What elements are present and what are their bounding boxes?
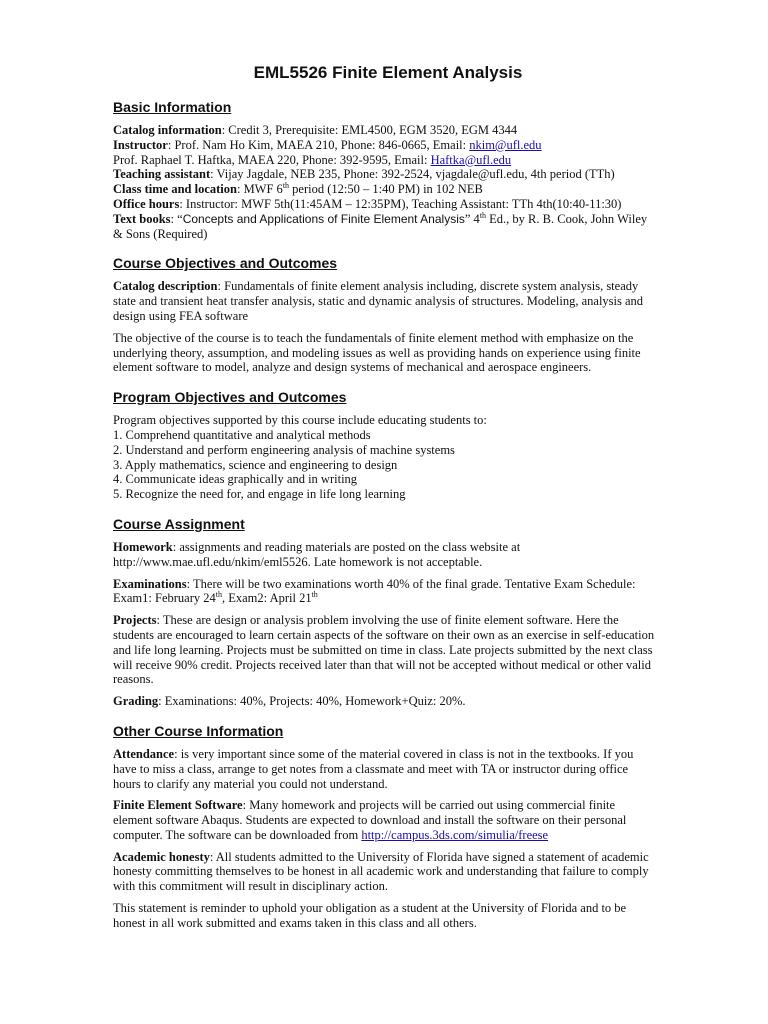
program-objectives-section xyxy=(113,388,657,502)
attendance-label: Attendance xyxy=(113,746,175,761)
program-objectives-intro: Program objectives supported by this course include educating students to: xyxy=(113,413,487,428)
attendance-text: : is very important since some of the material covered in class is not in the textbooks. If you have to miss a class, arrange to get notes from a classmate and meet with TA or instructor during office hours to clarify any material you could not understand. xyxy=(113,746,634,791)
list-item: 5. Recognize the need for, and engage in life long learning xyxy=(113,487,406,502)
class-time-line xyxy=(113,182,657,197)
text-books-line xyxy=(113,212,657,242)
program-objectives-heading: Program Objectives and Outcomes xyxy=(113,389,347,406)
office-hours-text: : Instructor: MWF 5th(11:45AM – 12:35PM), Teaching Assistant: TTh 4th(10:40-11:30) xyxy=(179,196,622,211)
examinations-text-b: , Exam2: April 21 xyxy=(222,591,312,606)
instructor-line xyxy=(113,138,657,153)
homework-paragraph xyxy=(113,540,657,570)
homework-label: Homework xyxy=(113,539,173,554)
page-title: EML5526 Finite Element Analysis xyxy=(253,63,523,82)
course-assignment-section xyxy=(113,515,657,709)
text-books-mid: ” 4 xyxy=(464,211,480,226)
text-books-pre: : “ xyxy=(170,211,183,226)
fe-software-text: : Many homework and projects will be carried out using commercial finite element software Abaqus. Students are expected to download and install the software on their personal computer. The software can be downloaded from xyxy=(113,798,627,842)
course-objective-paragraph: The objective of the course is to teach the fundamentals of finite element method with emphasize on the underlying theory, assumption, and modeling issues as well as providing hands on experience using finite element software to model, analyze and design systems of mechanical and aerospace engineers. xyxy=(113,330,641,375)
catalog-description-text: : Fundamentals of finite element analysis including, discrete system analysis, steady state and transient heat transfer analysis, static and dynamic analysis of structures. Modeling, analysis and design using FEA software xyxy=(113,279,644,323)
class-time-sup: th xyxy=(282,181,290,191)
honesty-statement-paragraph: This statement is reminder to uphold your obligation as a student at the University of Florida and to be honest in all work submitted and exams taken in this class and all others. xyxy=(113,901,627,930)
teaching-assistant-label: Teaching assistant xyxy=(113,167,211,182)
academic-honesty-paragraph xyxy=(113,850,657,894)
catalog-information-text: : Credit 3, Prerequisite: EML4500, EGM 3520, EGM 4344 xyxy=(221,123,518,137)
instructor2-text: Prof. Raphael T. Haftka, MAEA 220, Phone: 392-9595, Email: xyxy=(113,152,431,167)
text-books-label: Text books xyxy=(113,211,171,226)
basic-information-section xyxy=(113,98,657,241)
instructor2-line xyxy=(113,153,657,168)
course-objectives-heading: Course Objectives and Outcomes xyxy=(113,255,338,272)
list-item: 4. Communicate ideas graphically and in writing xyxy=(113,472,358,487)
office-hours-label: Office hours xyxy=(113,196,180,211)
catalog-information-label: Catalog information xyxy=(113,123,222,137)
instructor-email-link[interactable]: nkim@ufl.edu xyxy=(469,137,542,152)
projects-text: : These are design or analysis problem involving the use of finite element software. Here the students are encouraged to learn certain aspects of the software on their own as an exercise in self-education and life long learning. Projects must be submitted on time in class. Late projects submitted by the next class will receive 90% credit. Projects received later than that will not be accepted without medical or other valid reasons. xyxy=(113,613,655,687)
other-information-heading: Other Course Information xyxy=(113,722,284,739)
course-objectives-section xyxy=(113,254,657,375)
projects-label: Projects xyxy=(113,613,157,628)
list-item: 1. Comprehend quantitative and analytical methods xyxy=(113,427,371,442)
syllabus-page xyxy=(113,62,657,944)
academic-honesty-text: : All students admitted to the University of Florida have signed a statement of academic honesty committing themselves to be honest in all academic work and understanding that failure to comply with this commitment will result in disciplinary action. xyxy=(113,849,649,894)
fe-software-download-link[interactable]: http://campus.3ds.com/simulia/freese xyxy=(361,827,549,842)
text-books-sup: th xyxy=(479,210,487,220)
examinations-sup1: th xyxy=(215,590,222,600)
class-time-text-b: period (12:50 – 1:40 PM) in 102 NEB xyxy=(289,182,483,197)
catalog-description xyxy=(113,279,657,323)
list-item: 2. Understand and perform engineering analysis of machine systems xyxy=(113,442,455,457)
grading-paragraph xyxy=(113,694,657,709)
other-information-section xyxy=(113,722,657,931)
class-time-label: Class time and location xyxy=(113,182,237,197)
instructor-text: : Prof. Nam Ho Kim, MAEA 210, Phone: 846-0665, Email: xyxy=(167,137,470,152)
office-hours-line xyxy=(113,197,657,212)
course-assignment-heading: Course Assignment xyxy=(113,515,245,532)
fe-software-label: Finite Element Software xyxy=(113,798,243,813)
text-book-title: Concepts and Applications of Finite Element Analysis xyxy=(182,211,465,226)
class-time-text-a: : MWF 6 xyxy=(236,182,283,197)
examinations-paragraph xyxy=(113,577,657,607)
program-objectives-list xyxy=(113,428,657,502)
teaching-assistant-line xyxy=(113,167,657,182)
catalog-description-label: Catalog description xyxy=(113,279,218,294)
instructor2-email-link[interactable]: Haftka@ufl.edu xyxy=(430,152,512,167)
projects-paragraph xyxy=(113,613,657,687)
text-books-post: Ed., by R. B. Cook, John Wiley & Sons (Required) xyxy=(113,211,648,241)
basic-information-heading: Basic Information xyxy=(113,99,232,115)
homework-text: : assignments and reading materials are posted on the class website at http://www.mae.ufl.edu/nkim/eml5526. Late homework is not acceptable. xyxy=(113,539,521,569)
grading-text: : Examinations: 40%, Projects: 40%, Homework+Quiz: 20%. xyxy=(158,694,466,709)
instructor-label: Instructor xyxy=(113,137,168,152)
examinations-sup2: th xyxy=(311,590,318,600)
grading-label: Grading xyxy=(113,694,159,709)
examinations-label: Examinations xyxy=(113,576,187,591)
list-item: 3. Apply mathematics, science and engineering to design xyxy=(113,457,398,472)
examinations-text-a: : There will be two examinations worth 40% of the final grade. Tentative Exam Schedule: Exam1: February 24 xyxy=(113,576,636,606)
fe-software-paragraph xyxy=(113,798,657,842)
catalog-information xyxy=(113,123,657,138)
teaching-assistant-text: : Vijay Jagdale, NEB 235, Phone: 392-2524, vjagdale@ufl.edu, 4th period (TTh) xyxy=(210,167,615,182)
academic-honesty-label: Academic honesty xyxy=(113,849,210,864)
attendance-paragraph xyxy=(113,747,657,791)
